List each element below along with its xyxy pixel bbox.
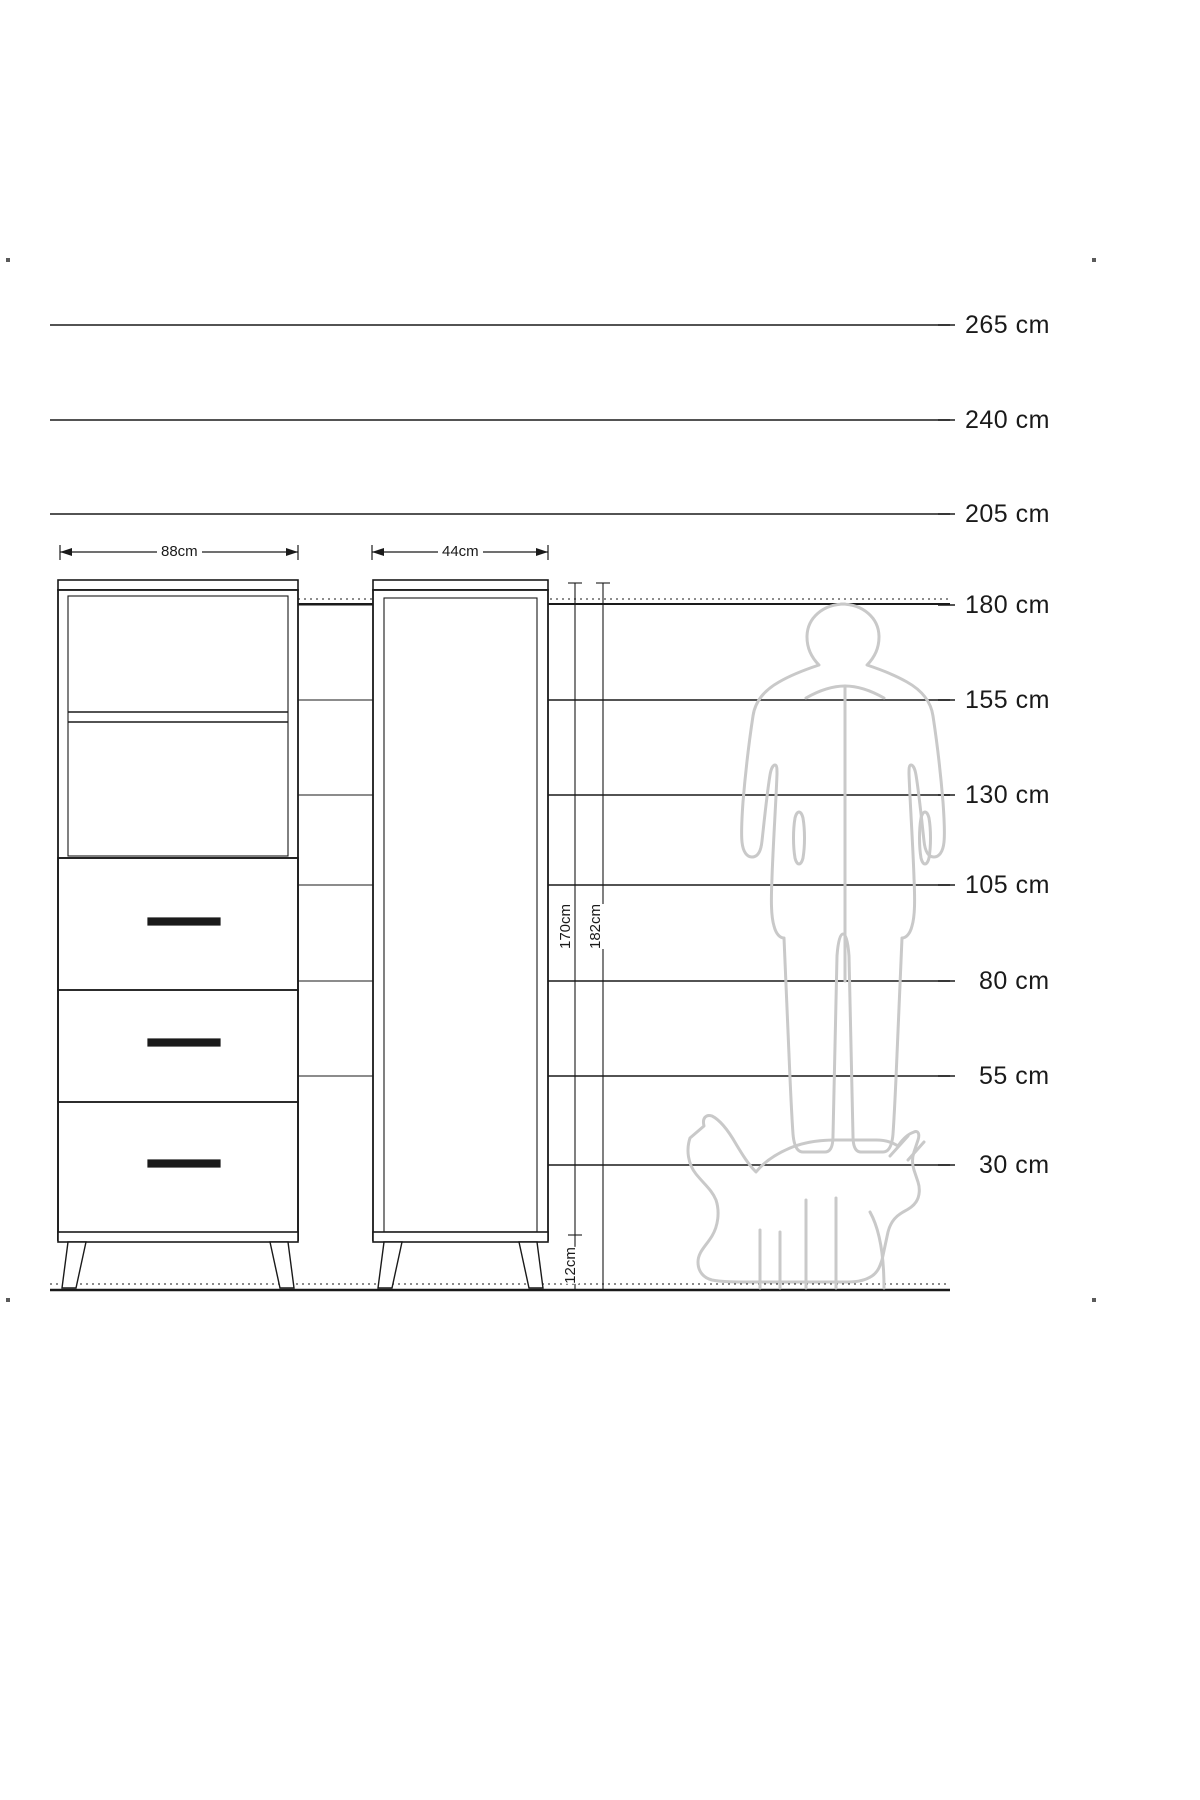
cabinet-44cm[interactable] <box>373 580 548 1288</box>
drawer-2-handle <box>148 1039 220 1046</box>
scale-label-130: 130 cm <box>965 781 1050 809</box>
height-label-170: 170cm <box>557 903 575 950</box>
scale-label-205: 205 cm <box>965 500 1050 528</box>
human-figure-icon <box>742 604 945 1152</box>
cabinet-44-leg-left <box>378 1242 402 1288</box>
scale-label-155: 155 cm <box>965 686 1050 714</box>
width-label-88: 88cm <box>157 543 202 560</box>
scale-label-265: 265 cm <box>965 311 1050 339</box>
height-label-182: 182cm <box>587 903 605 950</box>
scale-label-55: 55 cm <box>979 1062 1050 1090</box>
cabinet-88-leg-right <box>270 1242 294 1288</box>
cabinet-88-leg-left <box>62 1242 86 1288</box>
drawer-1-handle <box>148 918 220 925</box>
cabinet-88cm[interactable] <box>58 580 298 1288</box>
cat-figure-icon <box>688 1115 924 1288</box>
height-label-12: 12cm <box>561 1247 579 1284</box>
scale-label-30: 30 cm <box>979 1151 1050 1179</box>
floor-line <box>50 1284 950 1290</box>
drawer-3-handle <box>148 1160 220 1167</box>
width-label-44: 44cm <box>438 543 483 560</box>
scale-label-240: 240 cm <box>965 406 1050 434</box>
scale-ticks-group <box>938 325 955 1165</box>
scale-label-80: 80 cm <box>979 967 1050 995</box>
scale-label-105: 105 cm <box>965 871 1050 899</box>
scale-label-180: 180 cm <box>965 591 1050 619</box>
cabinet-44-leg-right <box>519 1242 543 1288</box>
